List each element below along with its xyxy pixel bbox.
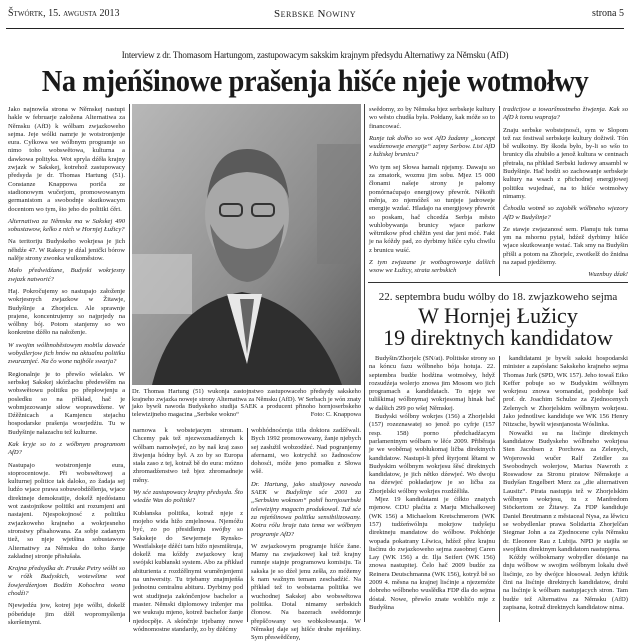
paragraph: Ze stawje zwjazanosć sem. Planuju tuk tuma ym na mhornu pytał, hdźež dyrbimy hišće wjace skutkowanje wstać. Tak smy na Budyšin přišli a potom na Zhorjelc, zwotkelž do žnidna na zapad pjedźiemy. [503,225,628,267]
question-paragraph: Runje tak dołho so wot AfD žadamy „koncept wudźenoweje energije“ zajmy Serbow. Lisi AfD z łužiskej brunicu? [369,134,495,159]
question-paragraph: tradicijow a towaršnostneho žiwjenja. Kak so AfD k tomu wupraja? [503,106,628,122]
caption-text: Dr. Thomas Hartung (51) wukonja zastojnstwo zastupowaceho předsydy sakskeho krajneho zwjazka noweje strony Alternatiwa za Němsku (AfD). W Serbach je wón znaty jako bywši nawoda Budyskeho studija SAEK a producent přinoho hornjoserbskeho telewizijneho magacina „Serbske wokno“ [132,388,361,418]
page-number: strona 5 [592,8,624,19]
column-divider [499,356,500,622]
paragraph: Budyski wólbny wokrjes (156) a Zhorjelski (157) rozeznawatej so jenož po cyfrje (157 resp. 158) porno předchadźacym parlamentnym wólbam w lěće 2009. Přiběraja je we woběmaj wobłukomaj ličba direktnych kandidatow. Nastupi-li před štyrjomi lětami w Budyskim wólbnym wokrjesu šěsć direktnych kandidatow, je jich nětko dźewjeć. Wo dwoju na dźewjeć pokładarjow je so ličba za Zhorjelski wólbny wokrjes rozdźěliła. [369,413,495,495]
column-divider [129,104,130,622]
section-rule [368,282,628,283]
question-paragraph: Kak kryje so to z wólbnym programom AfD? [8,440,125,457]
column-divider [499,106,500,276]
question-paragraph: Alternatiwa za Němsku ma w Sakskej 490 sobustawow, kelko z nich w Hornjej Łužicy? [8,217,125,234]
headline-line-2: 19 direktnych kandidatow [383,325,613,350]
paragraph: Na teritoriju Budyskeho wokrjesa je jich něhdźe 47. W Rakecy je dźal jenički bórow nalěje strony zwonka wulkoměstow. [8,238,125,263]
paragraph: swědomy, zo by Němska bjez serbskeje kultury wo wěsto chudša była. Połdany, kak móže so to financować. [369,106,495,130]
election-column-1 [369,355,495,622]
question-paragraph: Krajna předsydka dr. Frauke Petry wólbi so w róžk Budyskich, wotewšime wot žowjerdźenjom Bodźin Kohochra wona chodźi? [8,565,125,598]
question-paragraph: Dr. Hartung, jako studijowy nawoda SAEK w Budyšinje sće 2001 za „Serbskim woknom“ pohił hornjoserbski telewizijny magacin produkował. Tuž sće za mjeńšinowu politiku sensibilizowany. Kotru rólu hraje tuta tema we wólbnym programje AfD? [251,480,361,538]
article-column-3 [251,427,361,642]
paragraph: Nowački su na lisćinje direktnych kandidatow Budyskeho wólbneho wokrjesa Sten Jacobsen z Porchowa za Zelenych, Wojerowski wučer Ralf Zeidler za Swobodnych wolerjow, Marius Nawroth z Roswadow za Stronu piratow Němskeje a Budyšan Engelbert Merz za „die alternativen Lausitz“. Pirata nastupja tež w Zhorjelskim wólbnym wokrjesu, tu z Manfredom Stöckertom ze Žitawy. Za FDP kandiduje Daniel Breutmann z městaceal Nysa, za lěwicu se wobydlenlar prawa Solidarita Zhorjelčan Siegmar John a za Zjednocene cyła Němsku dr. Eleonore Rau z Lubija. NPD je stajiła se swojikim direktnym kandidatom nastupjena. [503,429,628,553]
paragraph: wobhódnoćenja titla doktora zadźěwali. Bych 1992 promowowany, žanje njebych sej zasłužil wobzodźeć. Nad pogranjemy afernami, wo kotrychž so žadnosćow dohosći, móže jeno pomałku z Słowa wšě. [251,427,361,476]
paragraph: Regionalnje je to přewšo wšelako. W serbskej Sakskej skóržachu předewšěm na wobswětowu politiku po přepłowjenju a posledku so na příkład, hač je wobmjezowanje stłow woprawdźene. W Dźěžnicach a Kamjencu stejachu hospodarske prašenja wosrjedźiu. Tu w Budyšinje nałazachu tež kulturne. [8,370,125,436]
paragraph: Wo tym sej Słowa hamali njejsmy. Dawaju so za zmatork, wozmu jim sobu. Mjez 15 000 čłonami našeje strony je pałomy pomórnaćupajo energijowy přewrót. Někotři měnja, zo njemóžeš so tunjeje jadroweje energije wzdać. Hladajo na energijowy přewrót so poskam, hač chcedźa Serbja město wuhlobywanja brunicy wjace parkow wětrnikow přod chěžin yesi dar jeni móć. Fakt je na kóždy pad, zo dyrbimy hišće cyłu chwilu z brunicu wuść. [369,163,495,254]
question-paragraph: Z tym zwjazane je wotbagrowanje dalšich wsow we Łužicy, strata serbskich [369,259,495,275]
article-column-5 [503,106,628,278]
paragraph: narnowa k wobstejacym stronam. Chcemy pak tež njezwoznadźenych k wólbam namołwjeć, zo by naš kraj zaso žiwjenja hódny był. A zo by so Europa stała zaso z tej, kotraž bě do eura: móżno zhromadźenstwo tež bjez zhromadneje měny. [133,427,243,484]
question-paragraph: Wuznbuy dźak! [588,271,628,279]
election-kicker: 22. septembra budu wólby do 18. zwjazkoweho sejma [378,291,618,303]
photo-credit: Foto: C. Knappowa [310,410,361,418]
paragraph: Mjez 19 kandidatami je ćiłkto znatych mjenow. CDU płaćita z Marju Michalkowej (WK 156) a Michaelom Kretschmerom (WK 157) tudźeńwólnju mokrjow tudyšeju direktneju mandatow do wólbow. Pokhónje wopada pokatrany Lěwica, hdźež přez krajnu lisćinu do zwjazkoweho sejma zasobnej Caren Lay (WK 156) a dr. Ilja Seifert (WK 156) znowa nastupitej. Čelo hač 2009 budźe za Reinera Deutschmanna (WK 156), kotryž bě so 2009 4. měsna na krajnej lisćinje a njezemóże dobreho wólbneho wuslědka FDP dla do sejma dóstał. Nowe, přewšo znate wobličo mje z Budyšina [369,496,495,611]
paragraph: Njewjedźu jow, kotrej jeje wólbi, dokelž póbeńduje jim dźěl wopromyślenja skeršetnymi. [8,602,125,626]
man-portrait-image [132,104,361,385]
header-rule [6,28,624,29]
paragraph: Jako najnowša strona w Němskej nastupi hakle w februarje załožena Alternatiwa za Němsku (AfD) k wólbam zwjazkoweho sejma. Jeje wólki namrje je wotstronjenje eura. Cyłkowa we wólbnym programje so nimo toho wobswětowa, kulturna a dawkowa polityka. Wot spryla dźěła krajny zwjazk w Sakskej, kotrehož zastupowacy předsyda je dr. Thomas Hartung (51). Constanze Knappowa poriča ze stadionowym wučerjom, promowowanym germanistom a swobodnje skutkowacym docentom wo tym, što jeho do politiki ćěri. [8,106,125,213]
paragraph: kandidatami je bywši sakski hospodarski minister a zapósłanc Sakskeho krajneho sejma Thomas Jurk (SPD, WK 157). Jeho towaš Eiko Keffer pobuje so w Budyskim wólbnym wokrjesu znowa womandat, podobnje kaž prof. dr. Joachim Schulze za Zjednocenych Zelenych w Zhorjelskim wólbnym wokrjesu. Jako jednotliwc kandiduje we WK 156 Henry Nitzsche, bywši wjesnjanosta Wóslinka. [503,355,628,429]
newspaper-name: Serbske Nowiny [273,8,357,20]
column-divider [364,104,365,622]
issue-date: Štwórtk, 15. awgusta 2013 [8,8,120,19]
election-headline [368,305,628,349]
headline-line-1: W Hornjej Łužicy [418,303,578,328]
photo-caption [132,388,361,418]
paragraph: Znaju serbske wobstejnosći, sym w Slopom tež raz festiwal serbskeje kultury dožiwił. Tón bě wulkotny. By škoda było, by-li so wšo to brunicy dla zhubiło a jenož kultura w centnach přetrała, na přikład Serbski ludowy ansambl w Budyšinje. Hač hodźi so zachowanje serbskeje kultury na wsach z přichodnej energijowej politiku wujednać, na to hišće wotmołwy nimamy. [503,126,628,200]
article-kicker: Interview z dr. Thomasom Hartungom, zastupowacym sakskim krajnym předsydu Alternatiwy za Němsku (AfD) [121,50,509,60]
paragraph: Budyšin/Zhorjelc (SN/at). Politiske strony so na kóncu fazu wólbneho bója hotuja. 22. septembra budźe hodźina wotmołwy, hdyž rozsudźeja wolerjo znowa jim Mosom wo jich programach a kandidatach. To njeje we tuliškimaj wólbnymaj wokrjesomaj hinak hač w dalšich 299 po wšej Němskej. [369,355,495,412]
question-paragraph: Mało předwidźane, Budyski wokrjesny zwjazk natworić? [8,267,125,283]
question-paragraph: Wy sće zastupowacy krajny předsyda. Što wiedźe Was do politiki? [133,489,243,505]
question-paragraph: Čehodla wotmě so zajoběk wólbneho wjezory AfD w Budyšinje? [503,205,628,221]
paragraph: Haj. Pokročujemy so nastupajo załoženje wokrjesnych zwjazkow w Žitawje, Budyšinje a Zhorjelcu. Ale sprawnje prajene, koncentrujemy so najprjedy na wólbny bój. Potom stanjemy so wo konkretne dźěło na nałoženje. [8,287,125,337]
portrait-photo [132,104,361,385]
article-column-1 [8,106,125,626]
paragraph: W zwjazkowym programje hišće žane. Mamy na zwjazkowej kał tež krajny rumnje stajnje programowu komisiju. Ta sakska je so dźeł jenu zešła, zo móžemy k nam wažnym temam zeschadźić. Na přikład tež to wobstarna politika we wuchodnej Sakskej abo wobswětowa politika. Dotal nimamy serbskich čłonow. Na bazerach swědomnje přepščowany wo wobkołowanja. W Němskej daje sej hišće druhe mjeńšiny. Sym přeswědčeny, [251,542,361,642]
question-paragraph: W swojim wólbnoběstowym mobilu dawaće wobydlerjow jich hnów na aktualnu politiku zwuraznjeć. Na čo wone najbóle swarja? [8,341,125,366]
paragraph: Kubłanska politika, kotraž njeje z mojeho wida hižo zmjelnowa. Njemóžu być, zo po přesidlenju swójby so Sakskeje do Sewjerneje Rynsko-Westfalskeje dźěći tam hižo njesmištruja, dokelž ma kóždy zwjazkowy kraj swójski kubłanski system. Abo za přikład abiturienta z rozdźělnymi wuměnjenjemi na uniwersity. Tu trjebamy znajmjeńša jednotnu centralnu abituru. Dyrbimy pod wot studijneja zakónčenjow bachelor a master. Němski diplomowy inženjer ma we wukraju mjeno, kotrež bachelor žanje njedocpěje. A skónčnje trjebamy nowe wódnomostne standardy, zo by dźěćmy [133,509,243,633]
article-headline: Na mjeńšinowe prašenja hišće njeje wotmołwy [41,63,589,98]
paragraph: Kóždy wólbokmany wobydler dóstanje na dnju wólbow w swojim wólbnym lokalu dwě lisćinje, zo by dwójce hłosował. Jedyn křižik čini na lisćinje direktnych kandidatow, druhi na lisćinje k wólbam nastupjacych stron. Tam budźe tež Alternativa za Němsku (AfD) zapisana, kotraž direktnych kandidatow nima. [503,554,628,611]
paragraph: Nastupajo wotstronjenje eura, stoprocentowje. Při wobswětowej a kulturnej politice tak daloko, zo žadaja sej ludźo wjace prawa sobuwobdźělenja, wjace direktneje demokratije, dokelž njedóstanu wot zastojnikow politiki ani rozumjeni ani nastajeni. Njespokojnosć z politiku zwjazkoweho krajneho a wokrjesneho stronstwy přisahowana. Za sobje zadanym tiež, so njeje wjetšina sobustawow Alternatiwy za Němsku do toho žanje zakładnej stronje přisłušała. [8,461,125,560]
election-column-2 [503,355,628,622]
article-column-2 [133,427,243,633]
column-divider [247,428,248,622]
article-column-4 [369,106,495,276]
